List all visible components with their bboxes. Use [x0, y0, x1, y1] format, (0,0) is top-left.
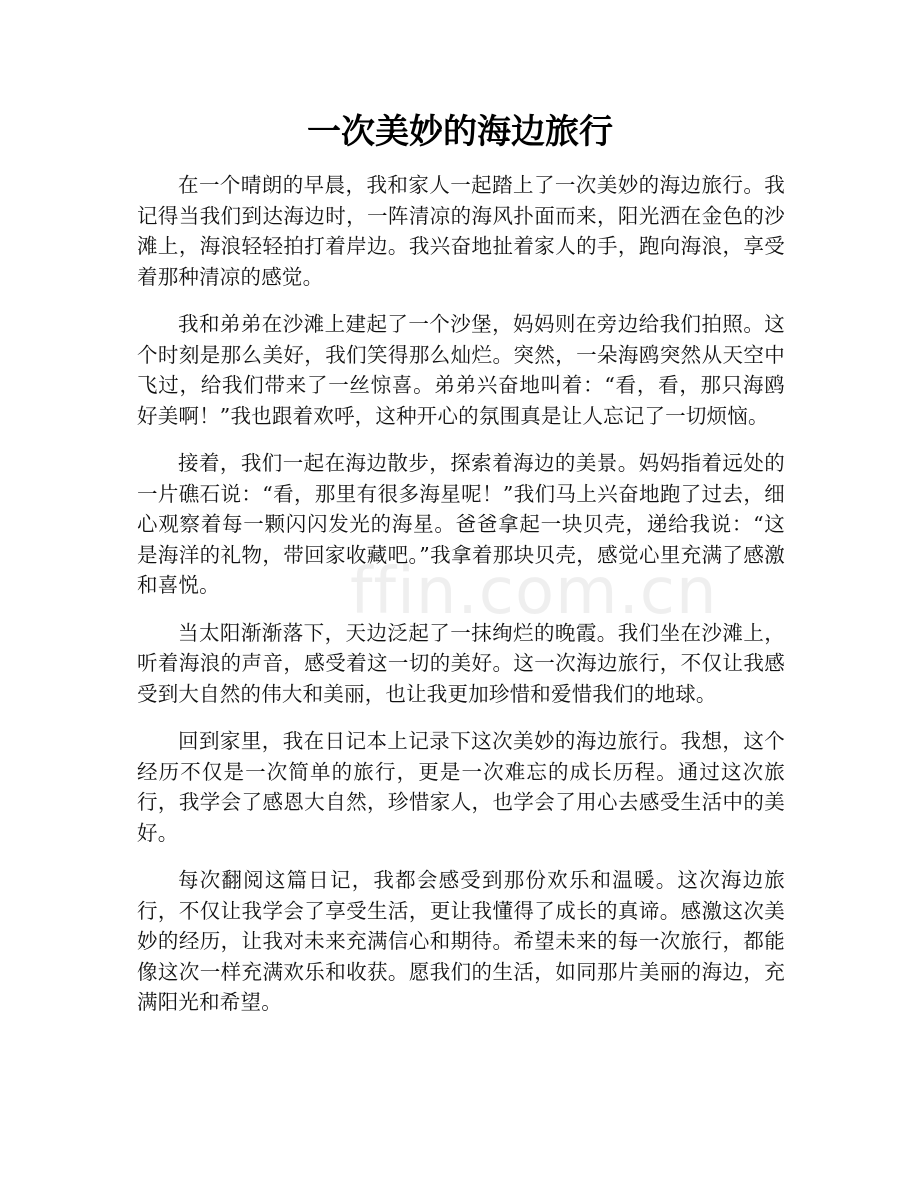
- paragraph-4: 当太阳渐渐落下，天边泛起了一抹绚烂的晚霞。我们坐在沙滩上，听着海浪的声音，感受着这一切的美好。这一次海边旅行，不仅让我感受到大自然的伟大和美丽，也让我更加珍惜和爱惜我们的地球。: [137, 620, 785, 706]
- paragraph-2: 我和弟弟在沙滩上建起了一个沙堡，妈妈则在旁边给我们拍照。这个时刻是那么美好，我们笑得那么灿烂。突然，一朵海鸥突然从天空中飞过，给我们带来了一丝惊喜。弟弟兴奋地叫着：“看，看，那只海鸥好美啊！”我也跟着欢呼，这种开心的氛围真是让人忘记了一切烦恼。: [137, 312, 785, 428]
- paragraph-6: 每次翻阅这篇日记，我都会感受到那份欢乐和温暖。这次海边旅行，不仅让我学会了享受生活，更让我懂得了成长的真谛。感激这次美妙的经历，让我对未来充满信心和期待。希望未来的每一次旅行，都能像这次一样充满欢乐和收获。愿我们的生活，如同那片美丽的海边，充满阳光和希望。: [137, 868, 785, 1014]
- paragraph-1: 在一个晴朗的早晨，我和家人一起踏上了一次美妙的海边旅行。我记得当我们到达海边时，一阵清凉的海风扑面而来，阳光洒在金色的沙滩上，海浪轻轻拍打着岸边。我兴奋地扯着家人的手，跑向海浪，享受着那种清凉的感觉。: [137, 173, 785, 289]
- document-title: 一次美妙的海边旅行: [307, 112, 613, 152]
- paragraph-5: 回到家里，我在日记本上记录下这次美妙的海边旅行。我想，这个经历不仅是一次简单的旅行，更是一次难忘的成长历程。通过这次旅行，我学会了感恩大自然，珍惜家人，也学会了用心去感受生活中的美好。: [137, 729, 785, 845]
- watermark: ffin.com.cn: [350, 555, 718, 629]
- paragraph-3: 接着，我们一起在海边散步，探索着海边的美景。妈妈指着远处的一片礁石说：“看，那里有很多海星呢！”我们马上兴奋地跑了过去，细心观察着每一颗闪闪发光的海星。爸爸拿起一块贝壳，递给我说：“这是海洋的礼物，带回家收藏吧。”我拿着那块贝壳，感觉心里充满了感激和喜悦。: [137, 451, 785, 597]
